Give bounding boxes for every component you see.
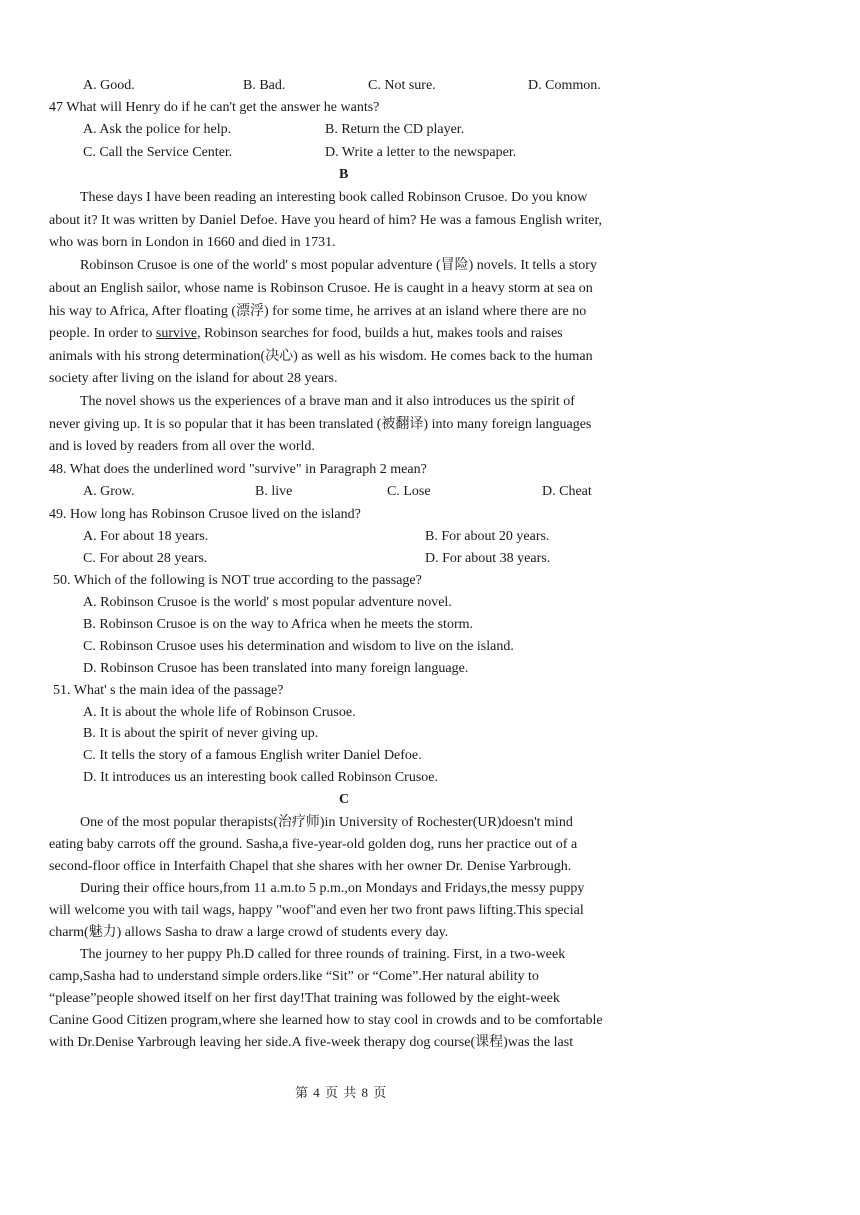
paragraph-line: will welcome you with tail wags, happy "woof"and even her two front paws lifting.This special	[49, 903, 584, 918]
paragraph-line: second-floor office in Interfaith Chapel that she shares with her owner Dr. Denise Yarbrough.	[49, 859, 572, 874]
question-48: 48. What does the underlined word "survive" in Paragraph 2 mean?	[49, 462, 427, 477]
paragraph-line: The novel shows us the experiences of a brave man and it also introduces us the spirit of	[80, 394, 575, 409]
paragraph-line: “please”people showed itself on her first day!That training was followed by the eight-week	[49, 991, 560, 1006]
paragraph-line: who was born in London in 1660 and died in 1731.	[49, 235, 336, 250]
paragraph-line: animals with his strong determination(决心) as well as his wisdom. He comes back to the human	[49, 349, 593, 364]
q49-option-a: A. For about 18 years.	[83, 529, 209, 544]
paragraph-line: The journey to her puppy Ph.D called for three rounds of training. First, in a two-week	[80, 947, 566, 962]
q49-option-c: C. For about 28 years.	[83, 551, 208, 566]
q49-option-b: B. For about 20 years.	[425, 529, 550, 544]
section-b-heading: B	[339, 167, 349, 182]
paragraph-line: One of the most popular therapists(治疗师)in University of Rochester(UR)doesn't mind	[80, 815, 573, 830]
question-51: 51. What' s the main idea of the passage?	[53, 683, 284, 698]
paragraph-line: These days I have been reading an interesting book called Robinson Crusoe. Do you know	[80, 190, 588, 205]
line-text: Robinson searches for food, builds a hut, makes tools and raises	[200, 326, 563, 341]
paragraph-line: and is loved by readers from all over the world.	[49, 439, 315, 454]
q51-option-c: C. It tells the story of a famous English writer Daniel Defoe.	[83, 748, 422, 763]
q47-option-a: A. Ask the police for help.	[83, 122, 232, 137]
paragraph-line: never giving up. It is so popular that it has been translated (被翻译) into many foreign languages	[49, 417, 592, 432]
q50-option-b: B. Robinson Crusoe is on the way to Africa when he meets the storm.	[83, 617, 473, 632]
page-footer: 第 4 页 共 8 页	[295, 1085, 388, 1100]
option-d: D. Common.	[528, 78, 601, 93]
q48-option-a: A. Grow.	[83, 484, 135, 499]
paragraph-line: During their office hours,from 11 a.m.to 5 p.m.,on Mondays and Fridays,the messy puppy	[80, 881, 585, 896]
q48-option-b: B. live	[255, 484, 293, 499]
paragraph-line: charm(魅力) allows Sasha to draw a large crowd of students every day.	[49, 925, 449, 940]
question-47: 47 What will Henry do if he can't get the answer he wants?	[49, 100, 380, 115]
paragraph-line: Canine Good Citizen program,where she learned how to stay cool in crowds and to be comfortable	[49, 1013, 603, 1028]
paragraph-line: with Dr.Denise Yarbrough leaving her side.A five-week therapy dog course(课程)was the last	[49, 1035, 574, 1050]
option-a: A. Good.	[83, 78, 135, 93]
q51-option-b: B. It is about the spirit of never giving up.	[83, 726, 319, 741]
q50-option-a: A. Robinson Crusoe is the world' s most popular adventure novel.	[83, 595, 452, 610]
paragraph-line: about it? It was written by Daniel Defoe. Have you heard of him? He was a famous English writer,	[49, 213, 603, 228]
q48-option-d: D. Cheat	[542, 484, 592, 499]
q51-option-a: A. It is about the whole life of Robinson Crusoe.	[83, 705, 356, 720]
underlined-word-survive: survive,	[155, 326, 201, 341]
paragraph-line: about an English sailor, whose name is Robinson Crusoe. He is caught in a heavy storm at sea on	[49, 281, 593, 296]
option-b: B. Bad.	[243, 78, 286, 93]
q50-option-d: D. Robinson Crusoe has been translated into many foreign language.	[83, 661, 469, 676]
paragraph-line: society after living on the island for about 28 years.	[49, 371, 338, 386]
q49-option-d: D. For about 38 years.	[425, 551, 551, 566]
section-c-heading: C	[339, 792, 350, 807]
q48-option-c: C. Lose	[387, 484, 431, 499]
paragraph-line	[49, 324, 563, 344]
paragraph-line: his way to Africa, After floating (漂浮) for some time, he arrives at an island where there are no	[49, 304, 587, 319]
question-50: 50. Which of the following is NOT true according to the passage?	[53, 573, 422, 588]
paragraph-line: Robinson Crusoe is one of the world' s most popular adventure (冒险) novels. It tells a story	[80, 258, 597, 273]
line-text: people. In order to	[49, 326, 156, 341]
q50-option-c: C. Robinson Crusoe uses his determination and wisdom to live on the island.	[83, 639, 514, 654]
paragraph-line: camp,Sasha had to understand simple orders.like “Sit” or “Come”.Her natural ability to	[49, 969, 539, 984]
q47-option-d: D. Write a letter to the newspaper.	[325, 145, 517, 160]
option-c: C. Not sure.	[368, 78, 436, 93]
paragraph-line: eating baby carrots off the ground. Sasha,a five-year-old golden dog, runs her practice out of a	[49, 837, 578, 852]
q51-option-d: D. It introduces us an interesting book called Robinson Crusoe.	[83, 770, 438, 785]
question-49: 49. How long has Robinson Crusoe lived on the island?	[49, 507, 361, 522]
q47-option-b: B. Return the CD player.	[325, 122, 465, 137]
q47-option-c: C. Call the Service Center.	[83, 145, 233, 160]
